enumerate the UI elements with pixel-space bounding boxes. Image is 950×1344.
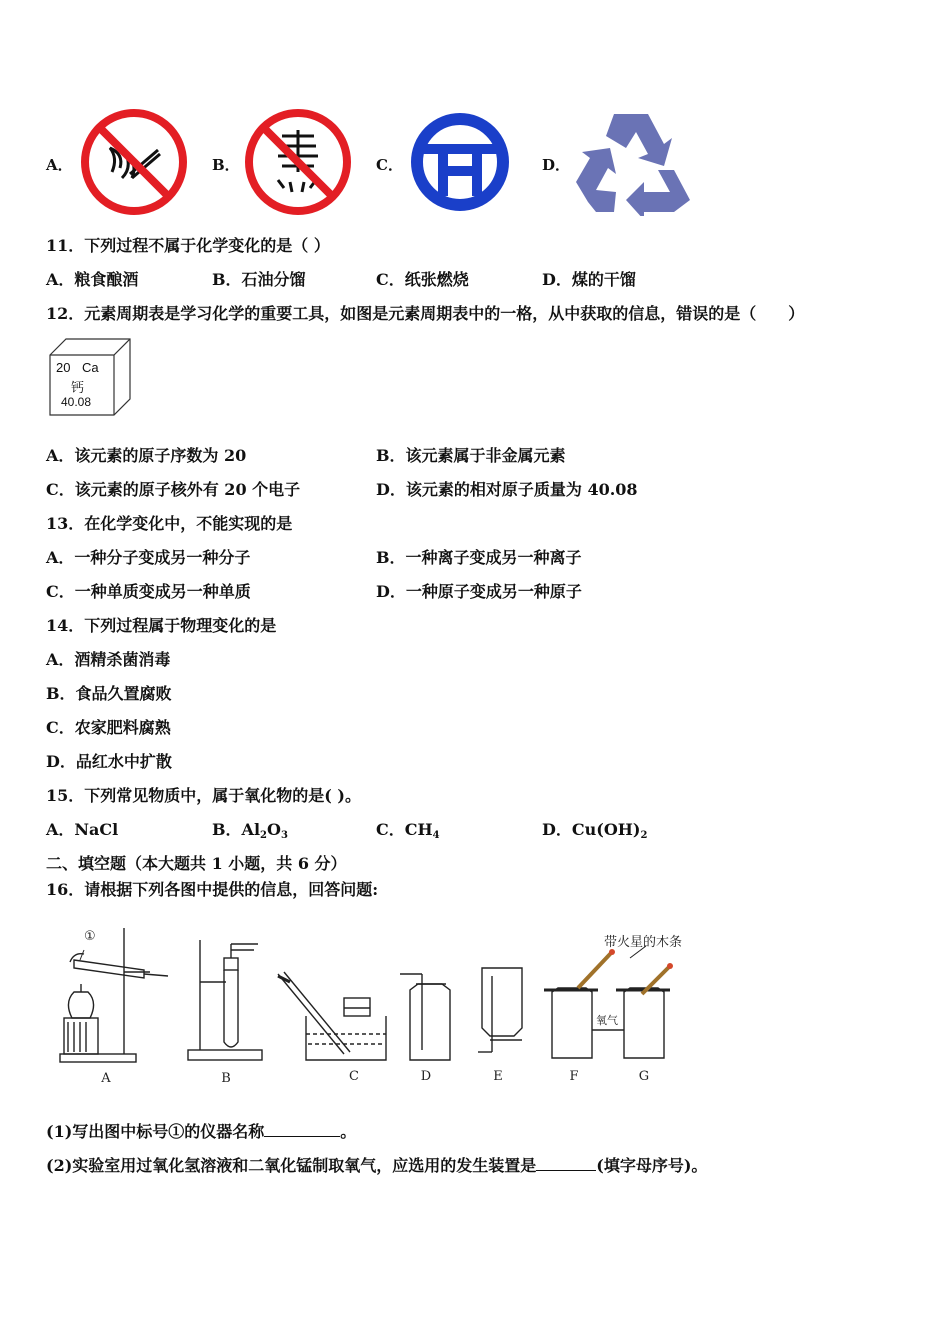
apparatus-label-f: F bbox=[569, 1069, 579, 1084]
answer-blank-1[interactable] bbox=[264, 1122, 340, 1137]
question-13-stem: 13．在化学变化中，不能实现的是 bbox=[46, 514, 293, 533]
q14-option-d: D．品红水中扩散 bbox=[46, 752, 172, 771]
q11-option-b: B．石油分馏 bbox=[212, 270, 306, 289]
q12-option-a: A．该元素的原子序数为 20 bbox=[46, 446, 247, 465]
element-name: 钙 bbox=[71, 380, 85, 395]
q16-part-2: (2)实验室用过氧化氢溶液和二氧化锰制取氧气，应选用的发生装置是 (填字母序号)。 bbox=[46, 1156, 708, 1175]
q15-option-a: A．NaCl bbox=[46, 820, 119, 839]
question-14-stem: 14．下列过程属于物理变化的是 bbox=[46, 616, 277, 635]
answer-blank-2[interactable] bbox=[536, 1156, 596, 1171]
q13-option-c: C．一种单质变成另一种单质 bbox=[46, 582, 251, 601]
q14-option-b: B．食品久置腐败 bbox=[46, 684, 172, 703]
q13-option-b: B．一种离子变成另一种离子 bbox=[376, 548, 582, 567]
apparatus-label-a: A bbox=[101, 1071, 111, 1086]
question-11-stem: 11．下列过程不属于化学变化的是（ ） bbox=[46, 236, 330, 255]
q12-option-d: D．该元素的相对原子质量为 40.08 bbox=[376, 480, 638, 499]
no-fire-sign-icon bbox=[78, 106, 190, 218]
apparatus-label-c: C bbox=[349, 1069, 359, 1084]
apparatus-marker-1: ① bbox=[84, 929, 96, 944]
q11-option-c: C．纸张燃烧 bbox=[376, 270, 469, 289]
no-fireworks-sign-icon bbox=[242, 106, 354, 218]
option-d-label: D． bbox=[542, 156, 571, 174]
section-2-heading: 二、填空题（本大题共 1 小题，共 6 分） bbox=[46, 854, 347, 873]
element-mass: 40.08 bbox=[61, 395, 92, 409]
question-12-stem: 12．元素周期表是学习化学的重要工具，如图是元素周期表中的一格，从中获取的信息，错误的是（ ） bbox=[46, 304, 805, 323]
lab-apparatus-figure bbox=[50, 922, 710, 1097]
element-atomic-number: 20 bbox=[56, 360, 71, 375]
q12-option-c: C．该元素的原子核外有 20 个电子 bbox=[46, 480, 301, 499]
apparatus-label-d: D bbox=[420, 1069, 432, 1084]
q14-option-c: C．农家肥料腐熟 bbox=[46, 718, 171, 737]
q14-option-a: A．酒精杀菌消毒 bbox=[46, 650, 171, 669]
question-15-stem: 15．下列常见物质中，属于氧化物的是( )。 bbox=[46, 786, 361, 805]
apparatus-label-e: E bbox=[493, 1069, 503, 1084]
oxygen-label: 氧气 bbox=[596, 1014, 618, 1027]
option-a-label: A． bbox=[46, 156, 73, 174]
q11-option-a: A．粮食酿酒 bbox=[46, 270, 139, 289]
splint-label: 带火星的木条 bbox=[604, 935, 683, 950]
q16-part-1: (1)写出图中标号①的仪器名称 。 bbox=[46, 1122, 357, 1141]
q13-option-d: D．一种原子变成另一种原子 bbox=[376, 582, 582, 601]
option-c-label: C． bbox=[376, 156, 403, 174]
question-16-stem: 16．请根据下列各图中提供的信息，回答问题: bbox=[46, 880, 379, 899]
q15-option-c: C．$CH_4$ bbox=[376, 820, 440, 841]
apparatus-label-b: B bbox=[221, 1071, 231, 1086]
q15-option-d: D．$Cu(OH)_2$ bbox=[542, 820, 648, 841]
apparatus-label-g: G bbox=[638, 1069, 650, 1084]
q15-option-b: B．$Al_2O_3$ bbox=[212, 820, 288, 841]
q12-option-b: B．该元素属于非金属元素 bbox=[376, 446, 566, 465]
q11-option-d: D．煤的干馏 bbox=[542, 270, 636, 289]
q13-option-a: A．一种分子变成另一种分子 bbox=[46, 548, 251, 567]
water-saving-sign-icon bbox=[408, 110, 512, 214]
recycle-sign-icon bbox=[574, 108, 690, 216]
option-b-label: B． bbox=[212, 156, 240, 174]
element-symbol: Ca bbox=[82, 360, 99, 375]
